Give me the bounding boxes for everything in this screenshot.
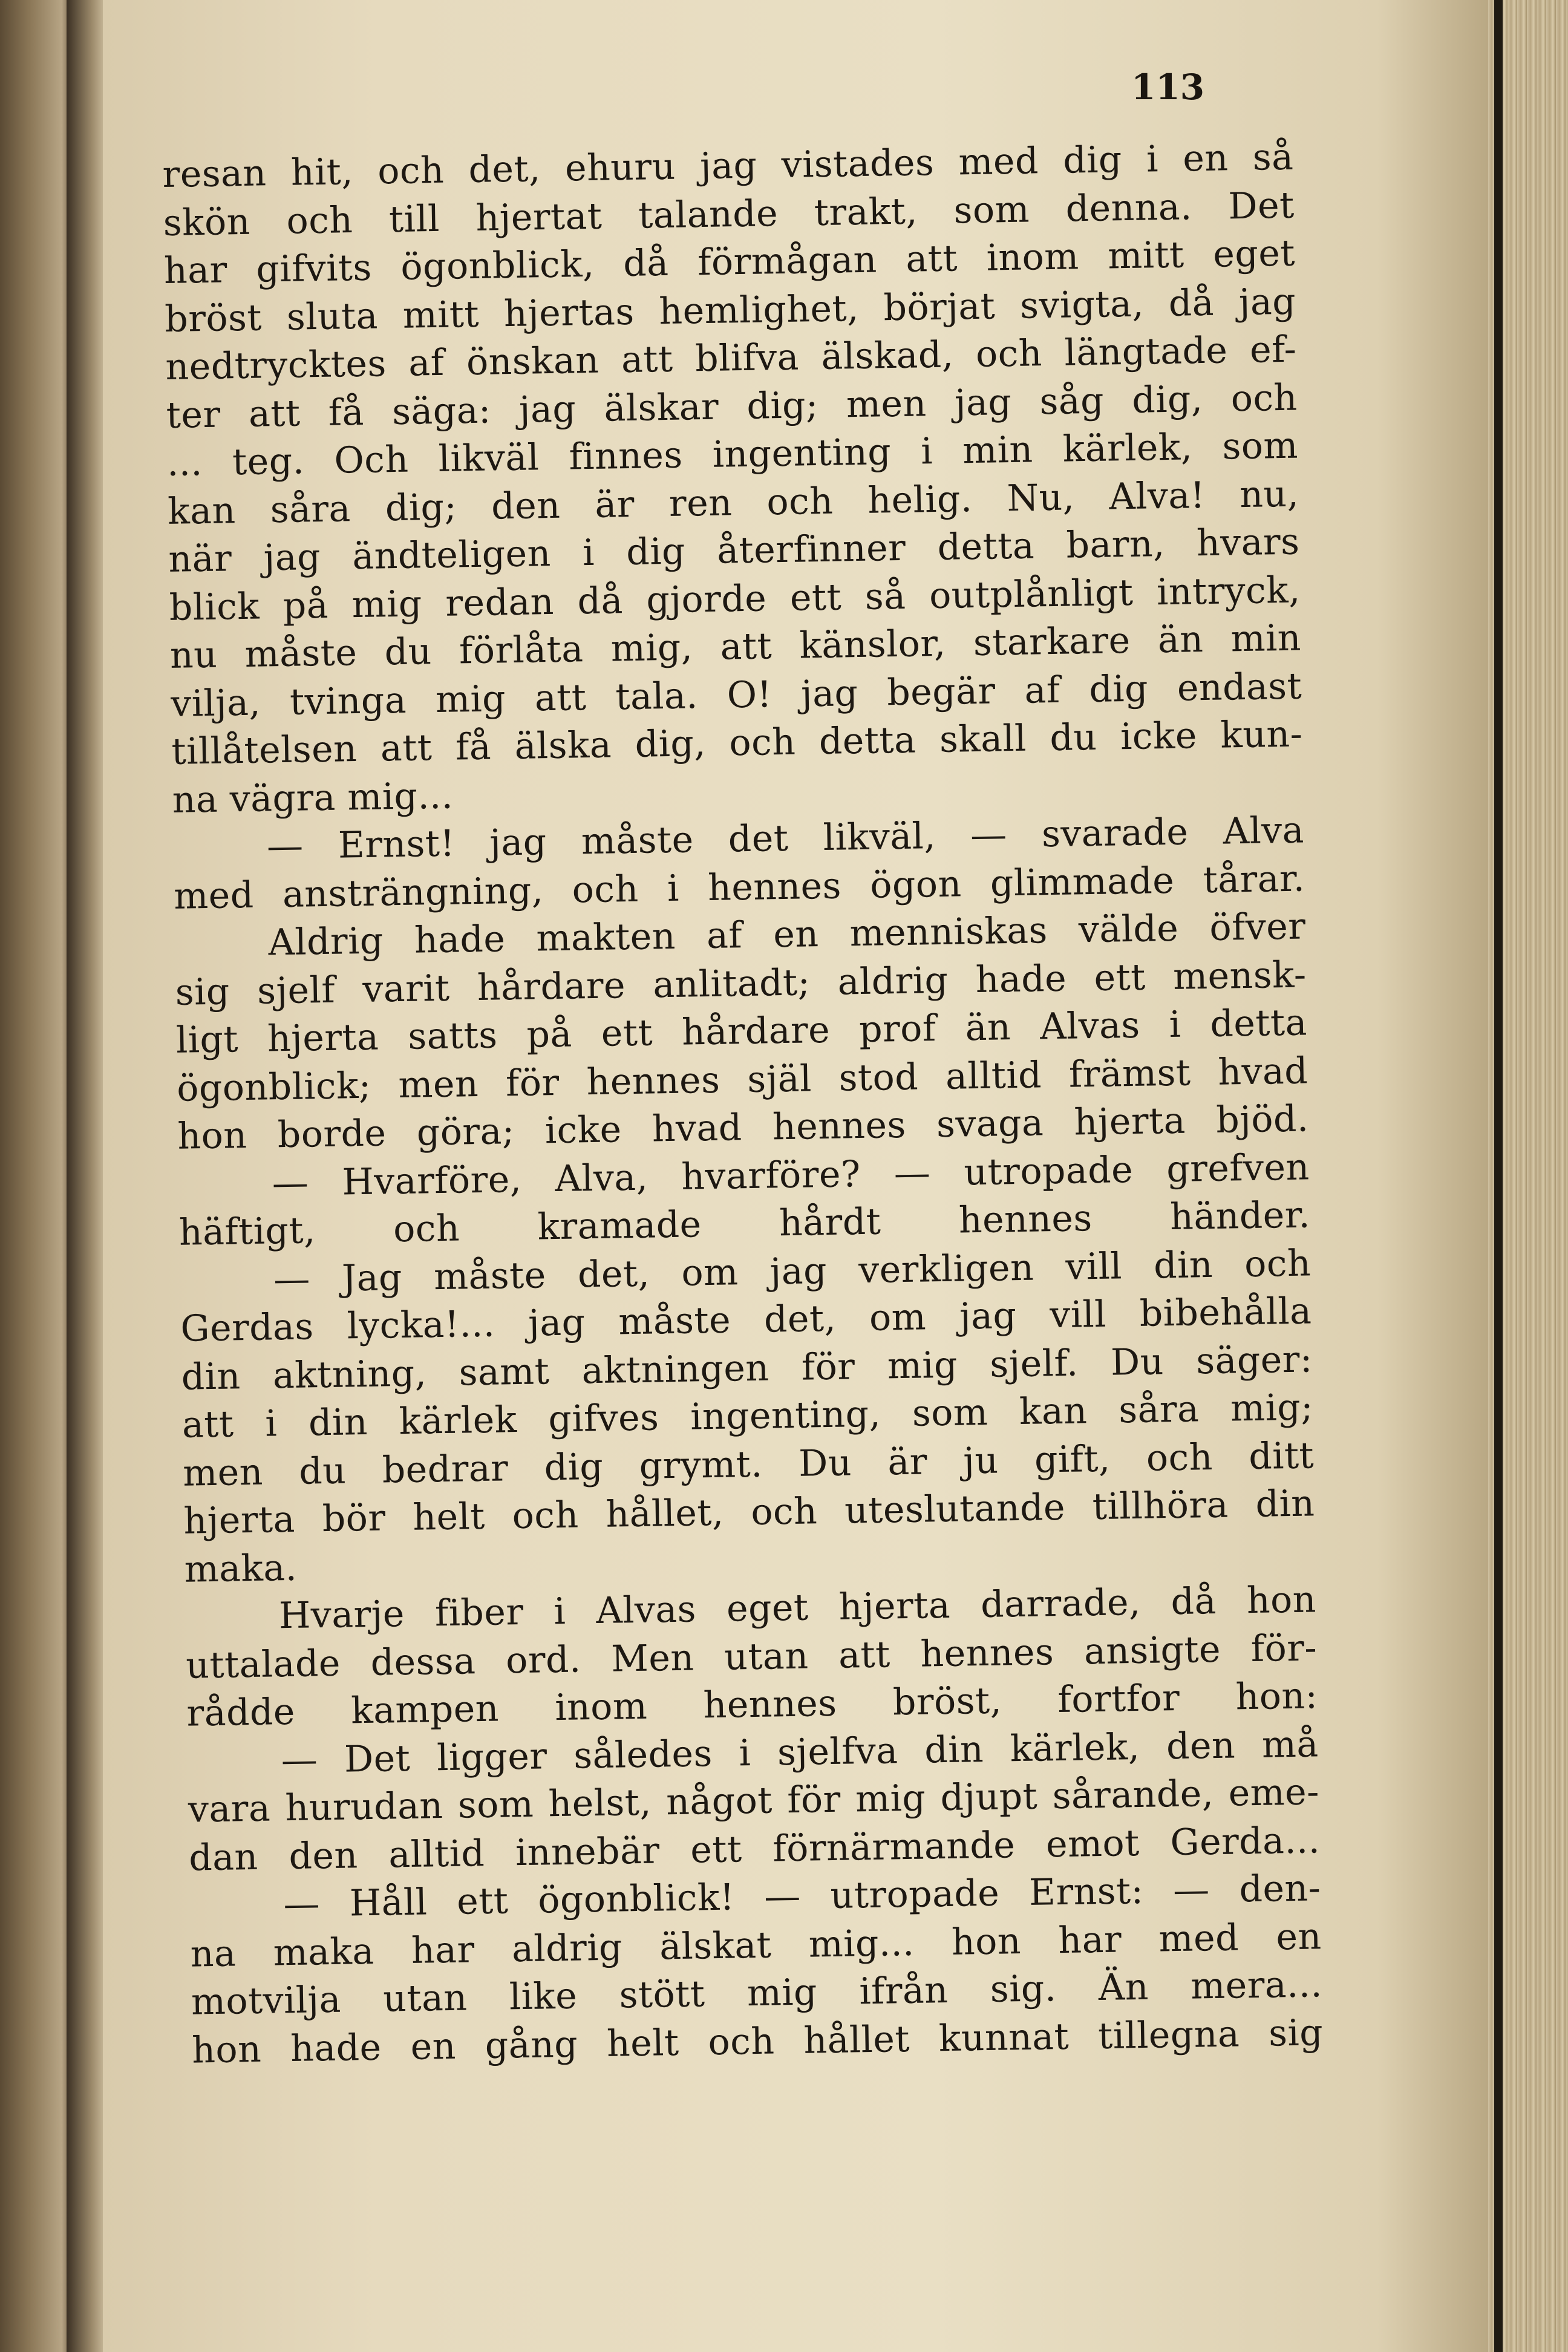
text-line: att i din kärlek gifves ingenting, som kan såra mig;	[181, 1386, 1314, 1446]
text-line: ter att få säga: jag älskar dig; men jag såg dig, och	[166, 376, 1298, 437]
text-line: kan såra dig; den är ren och helig. Nu, Alva! nu,	[167, 472, 1299, 533]
left-page-edge	[0, 0, 73, 2352]
text-line: hon hade en gång helt och hållet kunnat tillegna sig	[191, 2011, 1324, 2072]
text-line: maka.	[184, 1546, 298, 1591]
body-text	[162, 134, 1324, 2075]
text-line: — Jag måste det, om jag verkligen vill din och	[273, 1241, 1312, 1301]
text-line: ligt hjerta satts på ett hårdare prof än Alvas i detta	[175, 1001, 1308, 1062]
text-line: resan hit, och det, ehuru jag vistades med dig i en så	[162, 136, 1294, 196]
text-line: ögonblick; men för hennes själ stod alltid främst hvad	[176, 1049, 1308, 1110]
text-line: tillåtelsen att få älska dig, och detta skall du icke kun-	[171, 713, 1303, 773]
text-line: vara hurudan som helst, något för mig djupt sårande, eme-	[188, 1771, 1320, 1831]
text-line: uttalade dessa ord. Men utan att hennes ansigte för-	[185, 1626, 1318, 1687]
text-line: ... teg. Och likväl finnes ingenting i min kärlek, som	[166, 424, 1299, 485]
text-line: Aldrig hade makten af en menniskas välde öfver	[268, 905, 1306, 964]
text-line: Gerdas lycka!... jag måste det, om jag vill bibehålla	[180, 1290, 1312, 1350]
text-line: hon borde göra; icke hvad hennes svaga hjerta bjöd.	[177, 1097, 1309, 1158]
text-line: din aktning, samt aktningen för mig sjelf. Du säger:	[181, 1338, 1313, 1399]
text-line: — Ernst! jag måste det likväl, — svarade Alva	[266, 809, 1305, 868]
text-line: dan den alltid innebär ett förnärmande emot Gerda...	[188, 1818, 1321, 1880]
text-line: vilja, tvinga mig att tala. O! jag begär af dig endast	[170, 665, 1302, 725]
text-line: motvilja utan like stött mig ifrån sig. Än mera...	[191, 1963, 1323, 2024]
text-line: nedtrycktes af önskan att blifva älskad, och längtade ef-	[165, 328, 1297, 388]
text-line: blick på mig redan då gjorde ett så outplånligt intryck,	[169, 569, 1301, 629]
page-number: 113	[1131, 67, 1205, 108]
text-line: — Hvarföre, Alva, hvarföre? — utropade grefven	[272, 1145, 1310, 1204]
page-edge-shadow	[1494, 0, 1503, 2352]
text-line: bröst sluta mitt hjertas hemlighet, börjat svigta, då jag	[164, 280, 1296, 341]
text-line: häftigt, och kramade hårdt hennes händer.	[178, 1194, 1311, 1254]
text-line: — Håll ett ögonblick! — utropade Ernst: — den-	[283, 1867, 1321, 1926]
text-line: med ansträngning, och i hennes ögon glimmade tårar.	[173, 857, 1305, 918]
text-line: rådde kampen inom hennes bröst, fortfor hon:	[186, 1674, 1318, 1735]
text-line: när jag ändteligen i dig återfinner detta barn, hvars	[168, 520, 1300, 581]
text-line: na vägra mig...	[172, 774, 454, 822]
text-line: na maka har aldrig älskat mig... hon har med en	[190, 1915, 1322, 1976]
text-line: — Det ligger således i sjelfva din kärlek, den må	[281, 1722, 1319, 1782]
text-line: sig sjelf varit hårdare anlitadt; aldrig hade ett mensk-	[175, 953, 1307, 1014]
text-line: har gifvits ögonblick, då förmågan att inom mitt eget	[163, 232, 1296, 292]
text-line: nu måste du förlåta mig, att känslor, starkare än min	[169, 616, 1302, 677]
text-line: Hvarje fiber i Alvas eget hjerta darrade, då hon	[278, 1578, 1317, 1638]
text-line: men du bedrar dig grymt. Du är ju gift, och ditt	[182, 1434, 1315, 1495]
text-line: skön och till hjertat talande trakt, som denna. Det	[163, 184, 1295, 244]
text-line: hjerta bör helt och hållet, och uteslutande tillhöra din	[183, 1482, 1315, 1543]
